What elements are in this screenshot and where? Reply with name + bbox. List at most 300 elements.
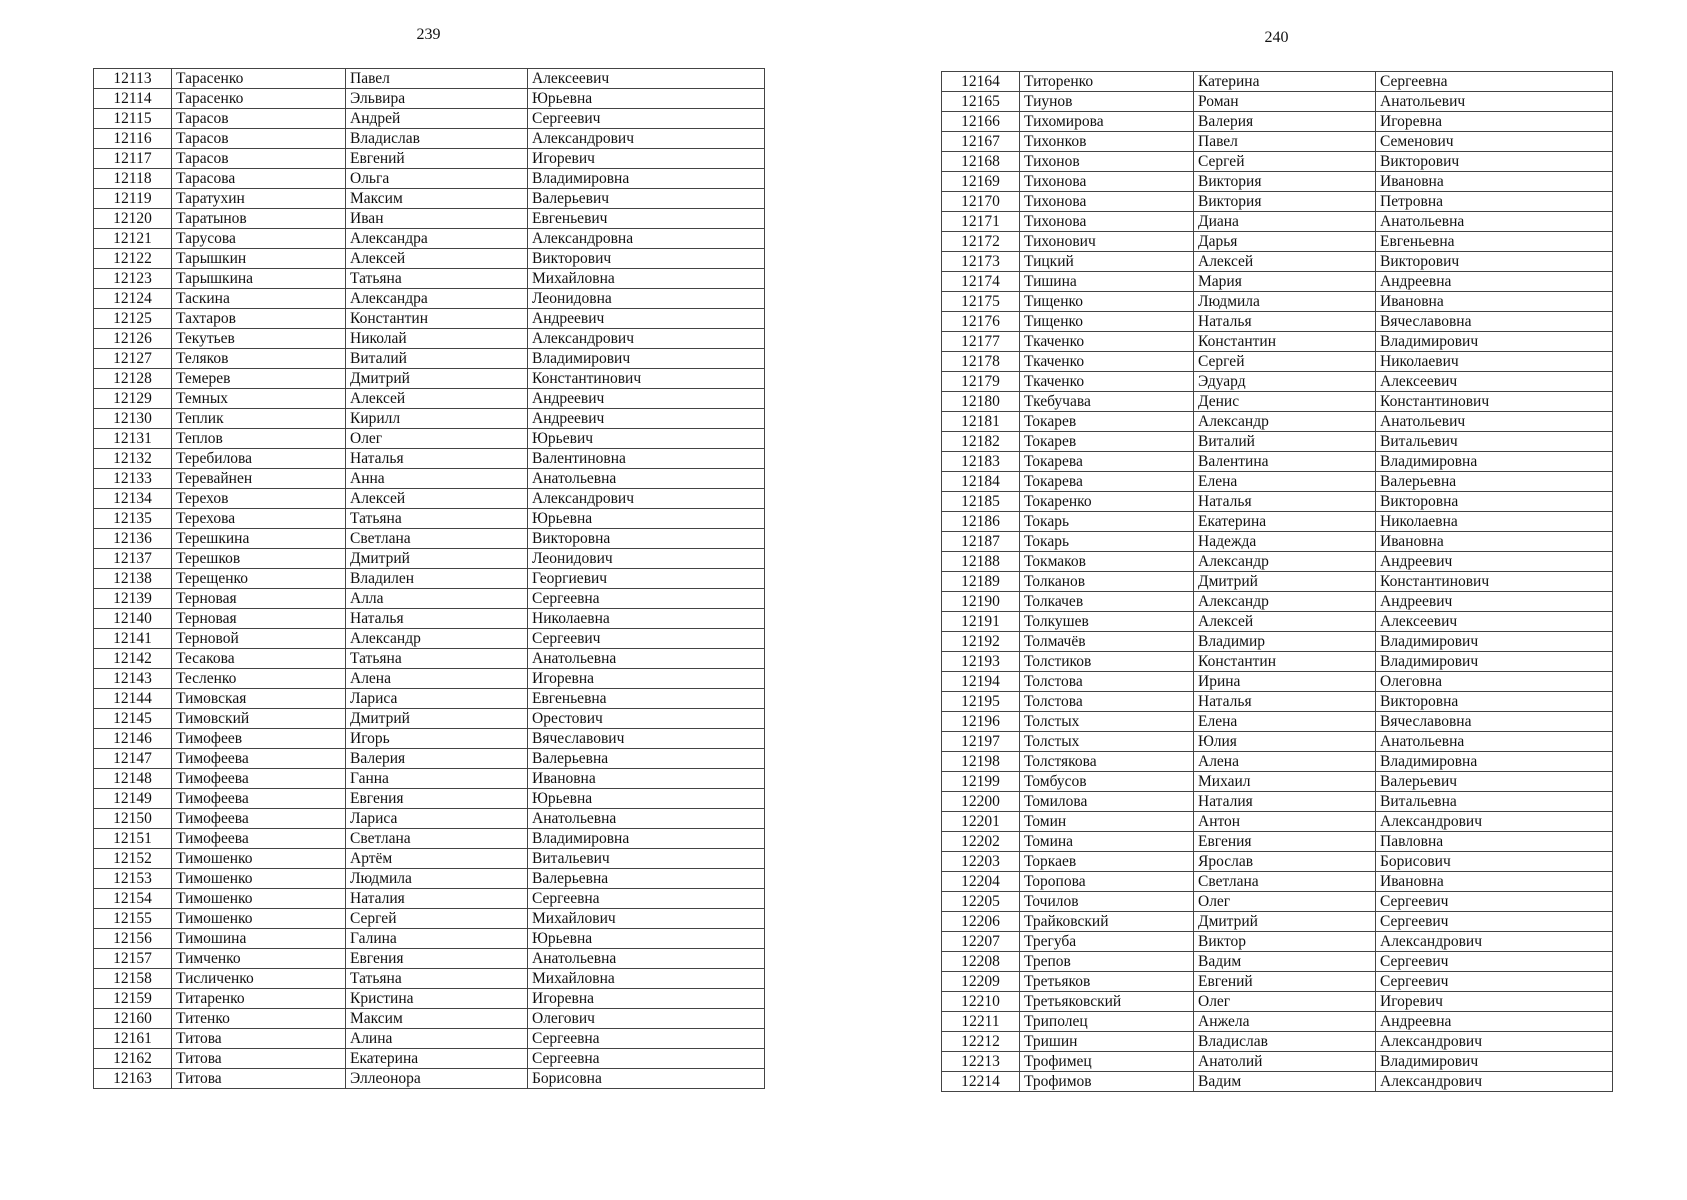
record-number-cell: 12139 (94, 589, 172, 609)
last-name-cell: Токмаков (1020, 552, 1194, 572)
last-name-cell: Тарасова (172, 169, 346, 189)
table-row (94, 789, 765, 809)
first-name-cell: Дмитрий (346, 709, 528, 729)
patronymic-cell: Георгиевич (528, 569, 765, 589)
table-row (942, 112, 1613, 132)
last-name-cell: Трофимец (1020, 1052, 1194, 1072)
patronymic-cell: Петровна (1376, 192, 1613, 212)
table-row (942, 332, 1613, 352)
last-name-cell: Терновой (172, 629, 346, 649)
first-name-cell: Анжела (1194, 1012, 1376, 1032)
first-name-cell: Валерия (346, 749, 528, 769)
table-row (94, 69, 765, 89)
first-name-cell: Наталия (346, 889, 528, 909)
record-number-cell: 12208 (942, 952, 1020, 972)
patronymic-cell: Орестович (528, 709, 765, 729)
record-number-cell: 12182 (942, 432, 1020, 452)
record-number-cell: 12131 (94, 429, 172, 449)
patronymic-cell: Игоревна (528, 669, 765, 689)
last-name-cell: Трофимов (1020, 1072, 1194, 1092)
patronymic-cell: Сергеевич (1376, 972, 1613, 992)
last-name-cell: Тицкий (1020, 252, 1194, 272)
record-number-cell: 12130 (94, 409, 172, 429)
table-row (942, 832, 1613, 852)
last-name-cell: Толстова (1020, 692, 1194, 712)
patronymic-cell: Михайловна (528, 969, 765, 989)
first-name-cell: Денис (1194, 392, 1376, 412)
first-name-cell: Наталия (1194, 792, 1376, 812)
table-row (942, 412, 1613, 432)
table-row (942, 972, 1613, 992)
table-row (94, 969, 765, 989)
last-name-cell: Тимофеева (172, 829, 346, 849)
table-row (942, 992, 1613, 1012)
patronymic-cell: Алексеевич (1376, 612, 1613, 632)
first-name-cell: Елена (1194, 472, 1376, 492)
record-number-cell: 12197 (942, 732, 1020, 752)
table-row (94, 569, 765, 589)
patronymic-cell: Игоревич (1376, 992, 1613, 1012)
first-name-cell: Елена (1194, 712, 1376, 732)
first-name-cell: Максим (346, 1009, 528, 1029)
record-number-cell: 12149 (94, 789, 172, 809)
patronymic-cell: Викторович (1376, 252, 1613, 272)
first-name-cell: Алла (346, 589, 528, 609)
record-number-cell: 12174 (942, 272, 1020, 292)
first-name-cell: Вадим (1194, 952, 1376, 972)
first-name-cell: Людмила (346, 869, 528, 889)
record-number-cell: 12114 (94, 89, 172, 109)
patronymic-cell: Андреевна (1376, 1012, 1613, 1032)
first-name-cell: Кирилл (346, 409, 528, 429)
record-number-cell: 12160 (94, 1009, 172, 1029)
last-name-cell: Токарь (1020, 512, 1194, 532)
table-row (942, 172, 1613, 192)
first-name-cell: Александра (346, 229, 528, 249)
first-name-cell: Катерина (1194, 72, 1376, 92)
first-name-cell: Татьяна (346, 509, 528, 529)
last-name-cell: Точилов (1020, 892, 1194, 912)
record-number-cell: 12163 (94, 1069, 172, 1089)
first-name-cell: Наталья (1194, 312, 1376, 332)
table-row (94, 429, 765, 449)
table-row (94, 909, 765, 929)
table-row (94, 1029, 765, 1049)
first-name-cell: Галина (346, 929, 528, 949)
first-name-cell: Эллеонора (346, 1069, 528, 1089)
record-number-cell: 12189 (942, 572, 1020, 592)
first-name-cell: Максим (346, 189, 528, 209)
table-row (94, 129, 765, 149)
table-row (94, 889, 765, 909)
record-number-cell: 12132 (94, 449, 172, 469)
first-name-cell: Сергей (346, 909, 528, 929)
record-number-cell: 12214 (942, 1072, 1020, 1092)
record-number-cell: 12202 (942, 832, 1020, 852)
patronymic-cell: Владимирович (1376, 1052, 1613, 1072)
first-name-cell: Виктор (1194, 932, 1376, 952)
table-row (942, 1072, 1613, 1092)
first-name-cell: Александр (1194, 552, 1376, 572)
first-name-cell: Наталья (346, 609, 528, 629)
record-number-cell: 12142 (94, 649, 172, 669)
last-name-cell: Токарева (1020, 472, 1194, 492)
first-name-cell: Игорь (346, 729, 528, 749)
table-row (94, 769, 765, 789)
record-number-cell: 12164 (942, 72, 1020, 92)
table-row (94, 249, 765, 269)
last-name-cell: Томин (1020, 812, 1194, 832)
table-row (942, 532, 1613, 552)
patronymic-cell: Константинович (1376, 392, 1613, 412)
first-name-cell: Людмила (1194, 292, 1376, 312)
last-name-cell: Тихонова (1020, 172, 1194, 192)
last-name-cell: Томилова (1020, 792, 1194, 812)
patronymic-cell: Владимирович (1376, 332, 1613, 352)
patronymic-cell: Викторовна (1376, 492, 1613, 512)
record-number-cell: 12128 (94, 369, 172, 389)
record-number-cell: 12190 (942, 592, 1020, 612)
table-row (94, 229, 765, 249)
table-row (94, 829, 765, 849)
record-number-cell: 12162 (94, 1049, 172, 1069)
last-name-cell: Терехова (172, 509, 346, 529)
record-number-cell: 12207 (942, 932, 1020, 952)
last-name-cell: Титенко (172, 1009, 346, 1029)
table-row (942, 72, 1613, 92)
last-name-cell: Толкушев (1020, 612, 1194, 632)
last-name-cell: Тихонова (1020, 192, 1194, 212)
last-name-cell: Тимофеева (172, 789, 346, 809)
patronymic-cell: Владимирович (528, 349, 765, 369)
table-row (94, 409, 765, 429)
patronymic-cell: Александровна (528, 229, 765, 249)
last-name-cell: Ткаченко (1020, 332, 1194, 352)
record-number-cell: 12172 (942, 232, 1020, 252)
first-name-cell: Владилен (346, 569, 528, 589)
patronymic-cell: Алексеевич (528, 69, 765, 89)
first-name-cell: Павел (1194, 132, 1376, 152)
last-name-cell: Томина (1020, 832, 1194, 852)
patronymic-cell: Олеговна (1376, 672, 1613, 692)
patronymic-cell: Борисович (1376, 852, 1613, 872)
last-name-cell: Тищенко (1020, 312, 1194, 332)
record-number-cell: 12210 (942, 992, 1020, 1012)
last-name-cell: Толстиков (1020, 652, 1194, 672)
record-number-cell: 12124 (94, 289, 172, 309)
table-row (942, 132, 1613, 152)
patronymic-cell: Сергеевич (528, 109, 765, 129)
first-name-cell: Дарья (1194, 232, 1376, 252)
patronymic-cell: Александрович (528, 129, 765, 149)
table-row (942, 152, 1613, 172)
first-name-cell: Виктория (1194, 192, 1376, 212)
page-number: 240 (1264, 29, 1289, 46)
last-name-cell: Титоренко (1020, 72, 1194, 92)
first-name-cell: Ольга (346, 169, 528, 189)
record-number-cell: 12165 (942, 92, 1020, 112)
last-name-cell: Тимофеева (172, 749, 346, 769)
record-number-cell: 12133 (94, 469, 172, 489)
table-row (94, 89, 765, 109)
first-name-cell: Виталий (346, 349, 528, 369)
patronymic-cell: Витальевич (1376, 432, 1613, 452)
patronymic-cell: Андреевич (1376, 592, 1613, 612)
first-name-cell: Андрей (346, 109, 528, 129)
last-name-cell: Теплик (172, 409, 346, 429)
table-row (942, 352, 1613, 372)
first-name-cell: Михаил (1194, 772, 1376, 792)
table-row (942, 732, 1613, 752)
record-number-cell: 12125 (94, 309, 172, 329)
last-name-cell: Терещенко (172, 569, 346, 589)
first-name-cell: Александр (1194, 592, 1376, 612)
record-number-cell: 12177 (942, 332, 1020, 352)
record-number-cell: 12179 (942, 372, 1020, 392)
first-name-cell: Наталья (1194, 492, 1376, 512)
record-number-cell: 12193 (942, 652, 1020, 672)
record-number-cell: 12196 (942, 712, 1020, 732)
record-number-cell: 12178 (942, 352, 1020, 372)
first-name-cell: Мария (1194, 272, 1376, 292)
record-number-cell: 12175 (942, 292, 1020, 312)
last-name-cell: Ткаченко (1020, 352, 1194, 372)
last-name-cell: Тиунов (1020, 92, 1194, 112)
last-name-cell: Таскина (172, 289, 346, 309)
record-number-cell: 12145 (94, 709, 172, 729)
table-row (94, 989, 765, 1009)
last-name-cell: Тарусова (172, 229, 346, 249)
first-name-cell: Эдуард (1194, 372, 1376, 392)
last-name-cell: Торопова (1020, 872, 1194, 892)
first-name-cell: Вадим (1194, 1072, 1376, 1092)
record-number-cell: 12136 (94, 529, 172, 549)
first-name-cell: Евгения (1194, 832, 1376, 852)
record-number-cell: 12200 (942, 792, 1020, 812)
first-name-cell: Олег (1194, 992, 1376, 1012)
first-name-cell: Надежда (1194, 532, 1376, 552)
record-number-cell: 12187 (942, 532, 1020, 552)
patronymic-cell: Анатольевна (528, 469, 765, 489)
patronymic-cell: Сергеевна (528, 889, 765, 909)
first-name-cell: Светлана (1194, 872, 1376, 892)
last-name-cell: Титова (172, 1029, 346, 1049)
patronymic-cell: Игоревна (528, 989, 765, 1009)
last-name-cell: Тихомирова (1020, 112, 1194, 132)
first-name-cell: Алена (1194, 752, 1376, 772)
last-name-cell: Тихонова (1020, 212, 1194, 232)
table-row (942, 752, 1613, 772)
patronymic-cell: Игоревич (528, 149, 765, 169)
last-name-cell: Тарасов (172, 149, 346, 169)
table-body (94, 69, 765, 1089)
record-number-cell: 12168 (942, 152, 1020, 172)
table-row (942, 1052, 1613, 1072)
page-number: 239 (416, 26, 441, 43)
record-number-cell: 12148 (94, 769, 172, 789)
record-number-cell: 12170 (942, 192, 1020, 212)
patronymic-cell: Константинович (1376, 572, 1613, 592)
record-number-cell: 12211 (942, 1012, 1020, 1032)
patronymic-cell: Николаевна (1376, 512, 1613, 532)
table-row (94, 309, 765, 329)
last-name-cell: Текутьев (172, 329, 346, 349)
last-name-cell: Ткаченко (1020, 372, 1194, 392)
first-name-cell: Константин (346, 309, 528, 329)
first-name-cell: Лариса (346, 809, 528, 829)
record-number-cell: 12180 (942, 392, 1020, 412)
last-name-cell: Тихонков (1020, 132, 1194, 152)
patronymic-cell: Анатольевна (1376, 212, 1613, 232)
last-name-cell: Терехов (172, 489, 346, 509)
first-name-cell: Екатерина (1194, 512, 1376, 532)
last-name-cell: Толкачев (1020, 592, 1194, 612)
table-row (942, 872, 1613, 892)
patronymic-cell: Владимировна (528, 829, 765, 849)
patronymic-cell: Евгеньевна (528, 689, 765, 709)
table-row (942, 192, 1613, 212)
record-number-cell: 12198 (942, 752, 1020, 772)
first-name-cell: Евгения (346, 949, 528, 969)
table-row (942, 1032, 1613, 1052)
patronymic-cell: Сергеевна (528, 1029, 765, 1049)
record-number-cell: 12143 (94, 669, 172, 689)
patronymic-cell: Владимирович (1376, 632, 1613, 652)
patronymic-cell: Валерьевна (528, 749, 765, 769)
first-name-cell: Дмитрий (1194, 572, 1376, 592)
last-name-cell: Тарасов (172, 129, 346, 149)
table-row (942, 272, 1613, 292)
table-row (942, 772, 1613, 792)
last-name-cell: Теплов (172, 429, 346, 449)
first-name-cell: Алина (346, 1029, 528, 1049)
patronymic-cell: Викторович (1376, 152, 1613, 172)
last-name-cell: Тимофеев (172, 729, 346, 749)
record-number-cell: 12166 (942, 112, 1020, 132)
patronymic-cell: Валентиновна (528, 449, 765, 469)
patronymic-cell: Викторовна (528, 529, 765, 549)
last-name-cell: Тисличенко (172, 969, 346, 989)
table-row (94, 209, 765, 229)
table-row (942, 432, 1613, 452)
last-name-cell: Токарь (1020, 532, 1194, 552)
table-row (94, 389, 765, 409)
patronymic-cell: Ивановна (1376, 872, 1613, 892)
first-name-cell: Татьяна (346, 969, 528, 989)
record-number-cell: 12203 (942, 852, 1020, 872)
record-number-cell: 12155 (94, 909, 172, 929)
last-name-cell: Тарасенко (172, 89, 346, 109)
last-name-cell: Тесленко (172, 669, 346, 689)
record-number-cell: 12153 (94, 869, 172, 889)
table-row (942, 592, 1613, 612)
last-name-cell: Темных (172, 389, 346, 409)
first-name-cell: Ярослав (1194, 852, 1376, 872)
table-row (94, 629, 765, 649)
last-name-cell: Титаренко (172, 989, 346, 1009)
patronymic-cell: Ивановна (1376, 172, 1613, 192)
record-number-cell: 12186 (942, 512, 1020, 532)
last-name-cell: Токарев (1020, 432, 1194, 452)
table-row (942, 232, 1613, 252)
table-row (94, 1009, 765, 1029)
patronymic-cell: Владимировна (1376, 752, 1613, 772)
first-name-cell: Олег (346, 429, 528, 449)
table-row (942, 452, 1613, 472)
patronymic-cell: Анатольевна (528, 649, 765, 669)
table-body (942, 72, 1613, 1092)
last-name-cell: Тимошина (172, 929, 346, 949)
last-name-cell: Толстова (1020, 672, 1194, 692)
record-number-cell: 12146 (94, 729, 172, 749)
record-number-cell: 12127 (94, 349, 172, 369)
table-row (942, 372, 1613, 392)
last-name-cell: Токаренко (1020, 492, 1194, 512)
table-row (94, 149, 765, 169)
patronymic-cell: Андреевна (1376, 272, 1613, 292)
patronymic-cell: Юрьевна (528, 509, 765, 529)
record-number-cell: 12195 (942, 692, 1020, 712)
table-row (942, 892, 1613, 912)
table-row (94, 849, 765, 869)
patronymic-cell: Михайловна (528, 269, 765, 289)
patronymic-cell: Юрьевна (528, 89, 765, 109)
first-name-cell: Алексей (346, 389, 528, 409)
record-number-cell: 12138 (94, 569, 172, 589)
last-name-cell: Толмачёв (1020, 632, 1194, 652)
last-name-cell: Терешкина (172, 529, 346, 549)
first-name-cell: Александра (346, 289, 528, 309)
table-row (942, 512, 1613, 532)
record-number-cell: 12120 (94, 209, 172, 229)
patronymic-cell: Валерьевна (528, 869, 765, 889)
record-number-cell: 12184 (942, 472, 1020, 492)
table-row (94, 489, 765, 509)
record-number-cell: 12118 (94, 169, 172, 189)
table-row (942, 212, 1613, 232)
table-row (94, 649, 765, 669)
first-name-cell: Алексей (1194, 612, 1376, 632)
record-number-cell: 12209 (942, 972, 1020, 992)
record-number-cell: 12212 (942, 1032, 1020, 1052)
table-row (942, 292, 1613, 312)
table-row (94, 509, 765, 529)
patronymic-cell: Витальевна (1376, 792, 1613, 812)
patronymic-cell: Владимирович (1376, 652, 1613, 672)
first-name-cell: Николай (346, 329, 528, 349)
last-name-cell: Тихонович (1020, 232, 1194, 252)
record-number-cell: 12129 (94, 389, 172, 409)
record-number-cell: 12115 (94, 109, 172, 129)
last-name-cell: Тарасенко (172, 69, 346, 89)
patronymic-cell: Юрьевна (528, 929, 765, 949)
patronymic-cell: Александрович (528, 329, 765, 349)
last-name-cell: Тарасов (172, 109, 346, 129)
record-number-cell: 12157 (94, 949, 172, 969)
first-name-cell: Владимир (1194, 632, 1376, 652)
table-row (94, 469, 765, 489)
record-number-cell: 12135 (94, 509, 172, 529)
first-name-cell: Кристина (346, 989, 528, 1009)
patronymic-cell: Валерьевна (1376, 472, 1613, 492)
first-name-cell: Сергей (1194, 152, 1376, 172)
record-number-cell: 12169 (942, 172, 1020, 192)
patronymic-cell: Николаевна (528, 609, 765, 629)
record-number-cell: 12199 (942, 772, 1020, 792)
patronymic-cell: Викторович (528, 249, 765, 269)
last-name-cell: Тимченко (172, 949, 346, 969)
table-row (94, 929, 765, 949)
